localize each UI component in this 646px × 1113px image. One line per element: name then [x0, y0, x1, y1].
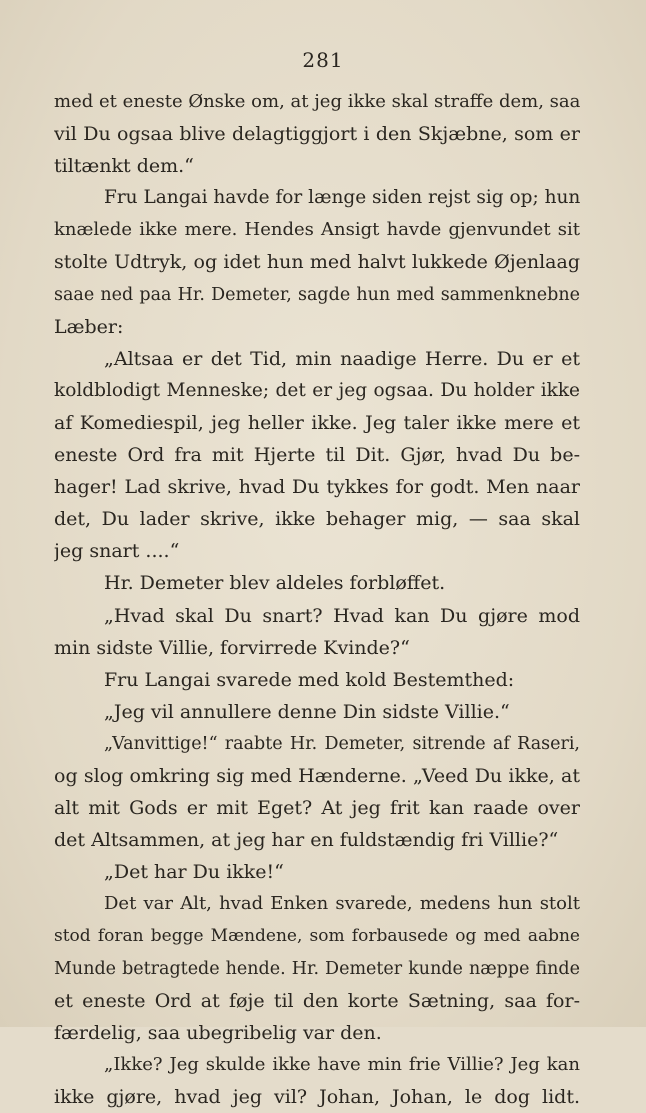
text-line: og slog omkring sig med Hænderne. „Veed Du ikke, at	[54, 764, 580, 787]
text-line: koldblodigt Menneske; det er jeg ogsaa. Du holder ikke	[54, 379, 580, 401]
text-line: Fru Langai svarede med kold Bestemthed:	[104, 668, 515, 691]
text-line: Det var Alt, hvad Enken svarede, medens hun stolt	[104, 893, 580, 915]
text-line: det Altsammen, at jeg har en fuldstændig fri Villie?“	[54, 829, 559, 852]
text-line: ikke gjøre, hvad jeg vil? Johan, Johan, le dog lidt.	[54, 1085, 580, 1108]
text-line: „Hvad skal Du snart? Hvad kan Du gjøre mod	[104, 604, 580, 627]
text-line: stod foran begge Mændene, som forbausede og med aabne	[54, 926, 580, 947]
text-line: „Altsaa er det Tid, min naadige Herre. Du er et	[104, 347, 580, 370]
text-line: knælede ikke mere. Hendes Ansigt havde gjenvundet sit	[54, 219, 580, 241]
body-text	[54, 86, 580, 1113]
text-line: hager! Lad skrive, hvad Du tykkes for godt. Men naar	[54, 476, 580, 499]
text-line: Læber:	[54, 315, 124, 338]
text-line: alt mit Gods er mit Eget? At jeg frit kan raade over	[54, 797, 580, 820]
page-number: 281	[302, 48, 344, 72]
text-line: færdelig, saa ubegribelig var den.	[54, 1021, 382, 1044]
text-line: „Det har Du ikke!“	[104, 861, 284, 884]
text-line: eneste Ord fra mit Hjerte til Dit. Gjør, hvad Du be-	[54, 444, 580, 467]
text-line: Fru Langai havde for længe siden rejst sig op; hun	[104, 187, 580, 209]
text-line: saae ned paa Hr. Demeter, sagde hun med sammenknebne	[54, 284, 580, 305]
text-line: stolte Udtryk, og idet hun med halvt lukkede Øjenlaag	[54, 251, 580, 274]
text-line: „Jeg vil annullere denne Din sidste Villie.“	[104, 700, 510, 723]
text-line: „Ikke? Jeg skulde ikke have min frie Villie? Jeg kan	[104, 1053, 580, 1075]
text-line: min sidste Villie, forvirrede Kvinde?“	[54, 636, 410, 659]
text-line: det, Du lader skrive, ikke behager mig, — saa skal	[54, 508, 580, 531]
text-line: med et eneste Ønske om, at jeg ikke skal straffe dem, saa	[54, 91, 580, 112]
text-line: et eneste Ord at føje til den korte Sætning, saa for-	[54, 989, 580, 1012]
text-line: af Komediespil, jeg heller ikke. Jeg taler ikke mere et	[54, 411, 580, 434]
text-line: vil Du ogsaa blive delagtiggjort i den Skjæbne, som er	[54, 123, 580, 146]
text-line: Munde betragtede hende. Hr. Demeter kunde næppe finde	[54, 958, 580, 979]
text-line: „Vanvittige!“ raabte Hr. Demeter, sitrende af Raseri,	[104, 733, 580, 754]
text-line: Hr. Demeter blev aldeles forbløffet.	[104, 572, 446, 595]
text-line: jeg snart ....“	[54, 540, 180, 563]
text-line: tiltænkt dem.“	[54, 155, 194, 178]
